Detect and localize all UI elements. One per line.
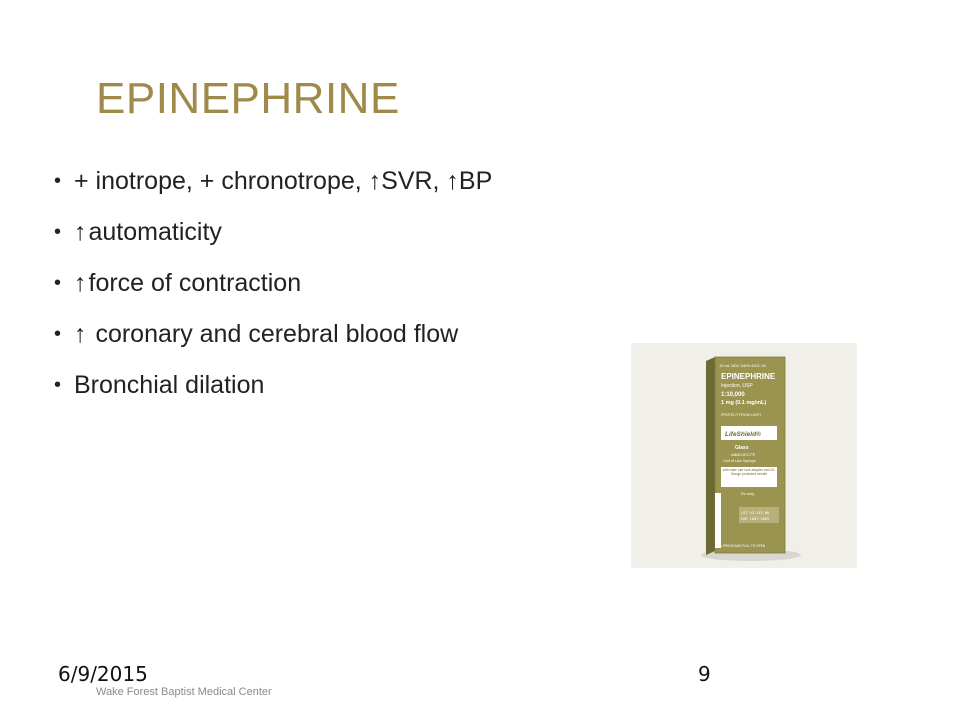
epinephrine-box-image bbox=[631, 343, 857, 568]
bullet-marker: • bbox=[54, 169, 62, 192]
box-rx: Rx only bbox=[741, 491, 755, 496]
footer-date: 6/9/2015 bbox=[58, 662, 148, 686]
up-arrow-icon: ↑ bbox=[74, 217, 87, 246]
box-dose: 1 mg (0.1 mg/mL) bbox=[721, 400, 767, 406]
bullet-item bbox=[54, 155, 672, 206]
box-exp: EXP 1007.2009 bbox=[741, 517, 770, 521]
bullet-marker: • bbox=[54, 322, 62, 345]
bullet-text: Bronchial dilation bbox=[74, 370, 265, 399]
box-lot: LOT 43-345-BK bbox=[741, 511, 770, 515]
footer-organization: Wake Forest Baptist Medical Center bbox=[96, 686, 272, 698]
box-unit: Unit of Use Syringe bbox=[723, 459, 756, 463]
bullet-item bbox=[54, 359, 672, 410]
bullet-text: coronary and cerebral blood flow bbox=[88, 319, 459, 348]
box-protect: PROTECT FROM LIGHT bbox=[721, 413, 762, 417]
bullet-marker: • bbox=[54, 373, 62, 396]
bullet-item bbox=[54, 206, 672, 257]
box-abboject: ABBOJECT® bbox=[731, 452, 756, 457]
up-arrow-icon: ↑ bbox=[74, 319, 87, 348]
page-number: 9 bbox=[698, 662, 711, 686]
slide-title: EPINEPHRINE bbox=[96, 74, 400, 123]
bullet-text: automaticity bbox=[88, 217, 222, 246]
epinephrine-box-photo bbox=[631, 343, 857, 568]
bullet-marker: • bbox=[54, 220, 62, 243]
box-needle-note: with male luer lock adapter and 20-Gauge protected needle bbox=[722, 468, 776, 476]
bullet-text: force of contraction bbox=[88, 268, 302, 297]
up-arrow-icon: ↑ bbox=[74, 268, 87, 297]
box-ratio: 1:10,000 bbox=[721, 392, 745, 398]
box-pull-label: ◄ PRESS AND PULL TO OPEN bbox=[719, 544, 766, 548]
bullet-list bbox=[54, 155, 672, 410]
bullet-item bbox=[54, 257, 672, 308]
box-brand: LifeShield® bbox=[725, 431, 761, 438]
bullet-marker: • bbox=[54, 271, 62, 294]
box-glass: Glass bbox=[735, 445, 749, 451]
box-drug-name: EPINEPHRINE bbox=[721, 372, 776, 381]
box-top-label: 10 mL NDC 0409-4921-34 bbox=[719, 363, 766, 368]
bullet-item bbox=[54, 308, 672, 359]
box-subname: Injection, USP bbox=[721, 383, 753, 389]
bullet-text: + inotrope, + chronotrope, ↑SVR, ↑BP bbox=[74, 166, 493, 195]
